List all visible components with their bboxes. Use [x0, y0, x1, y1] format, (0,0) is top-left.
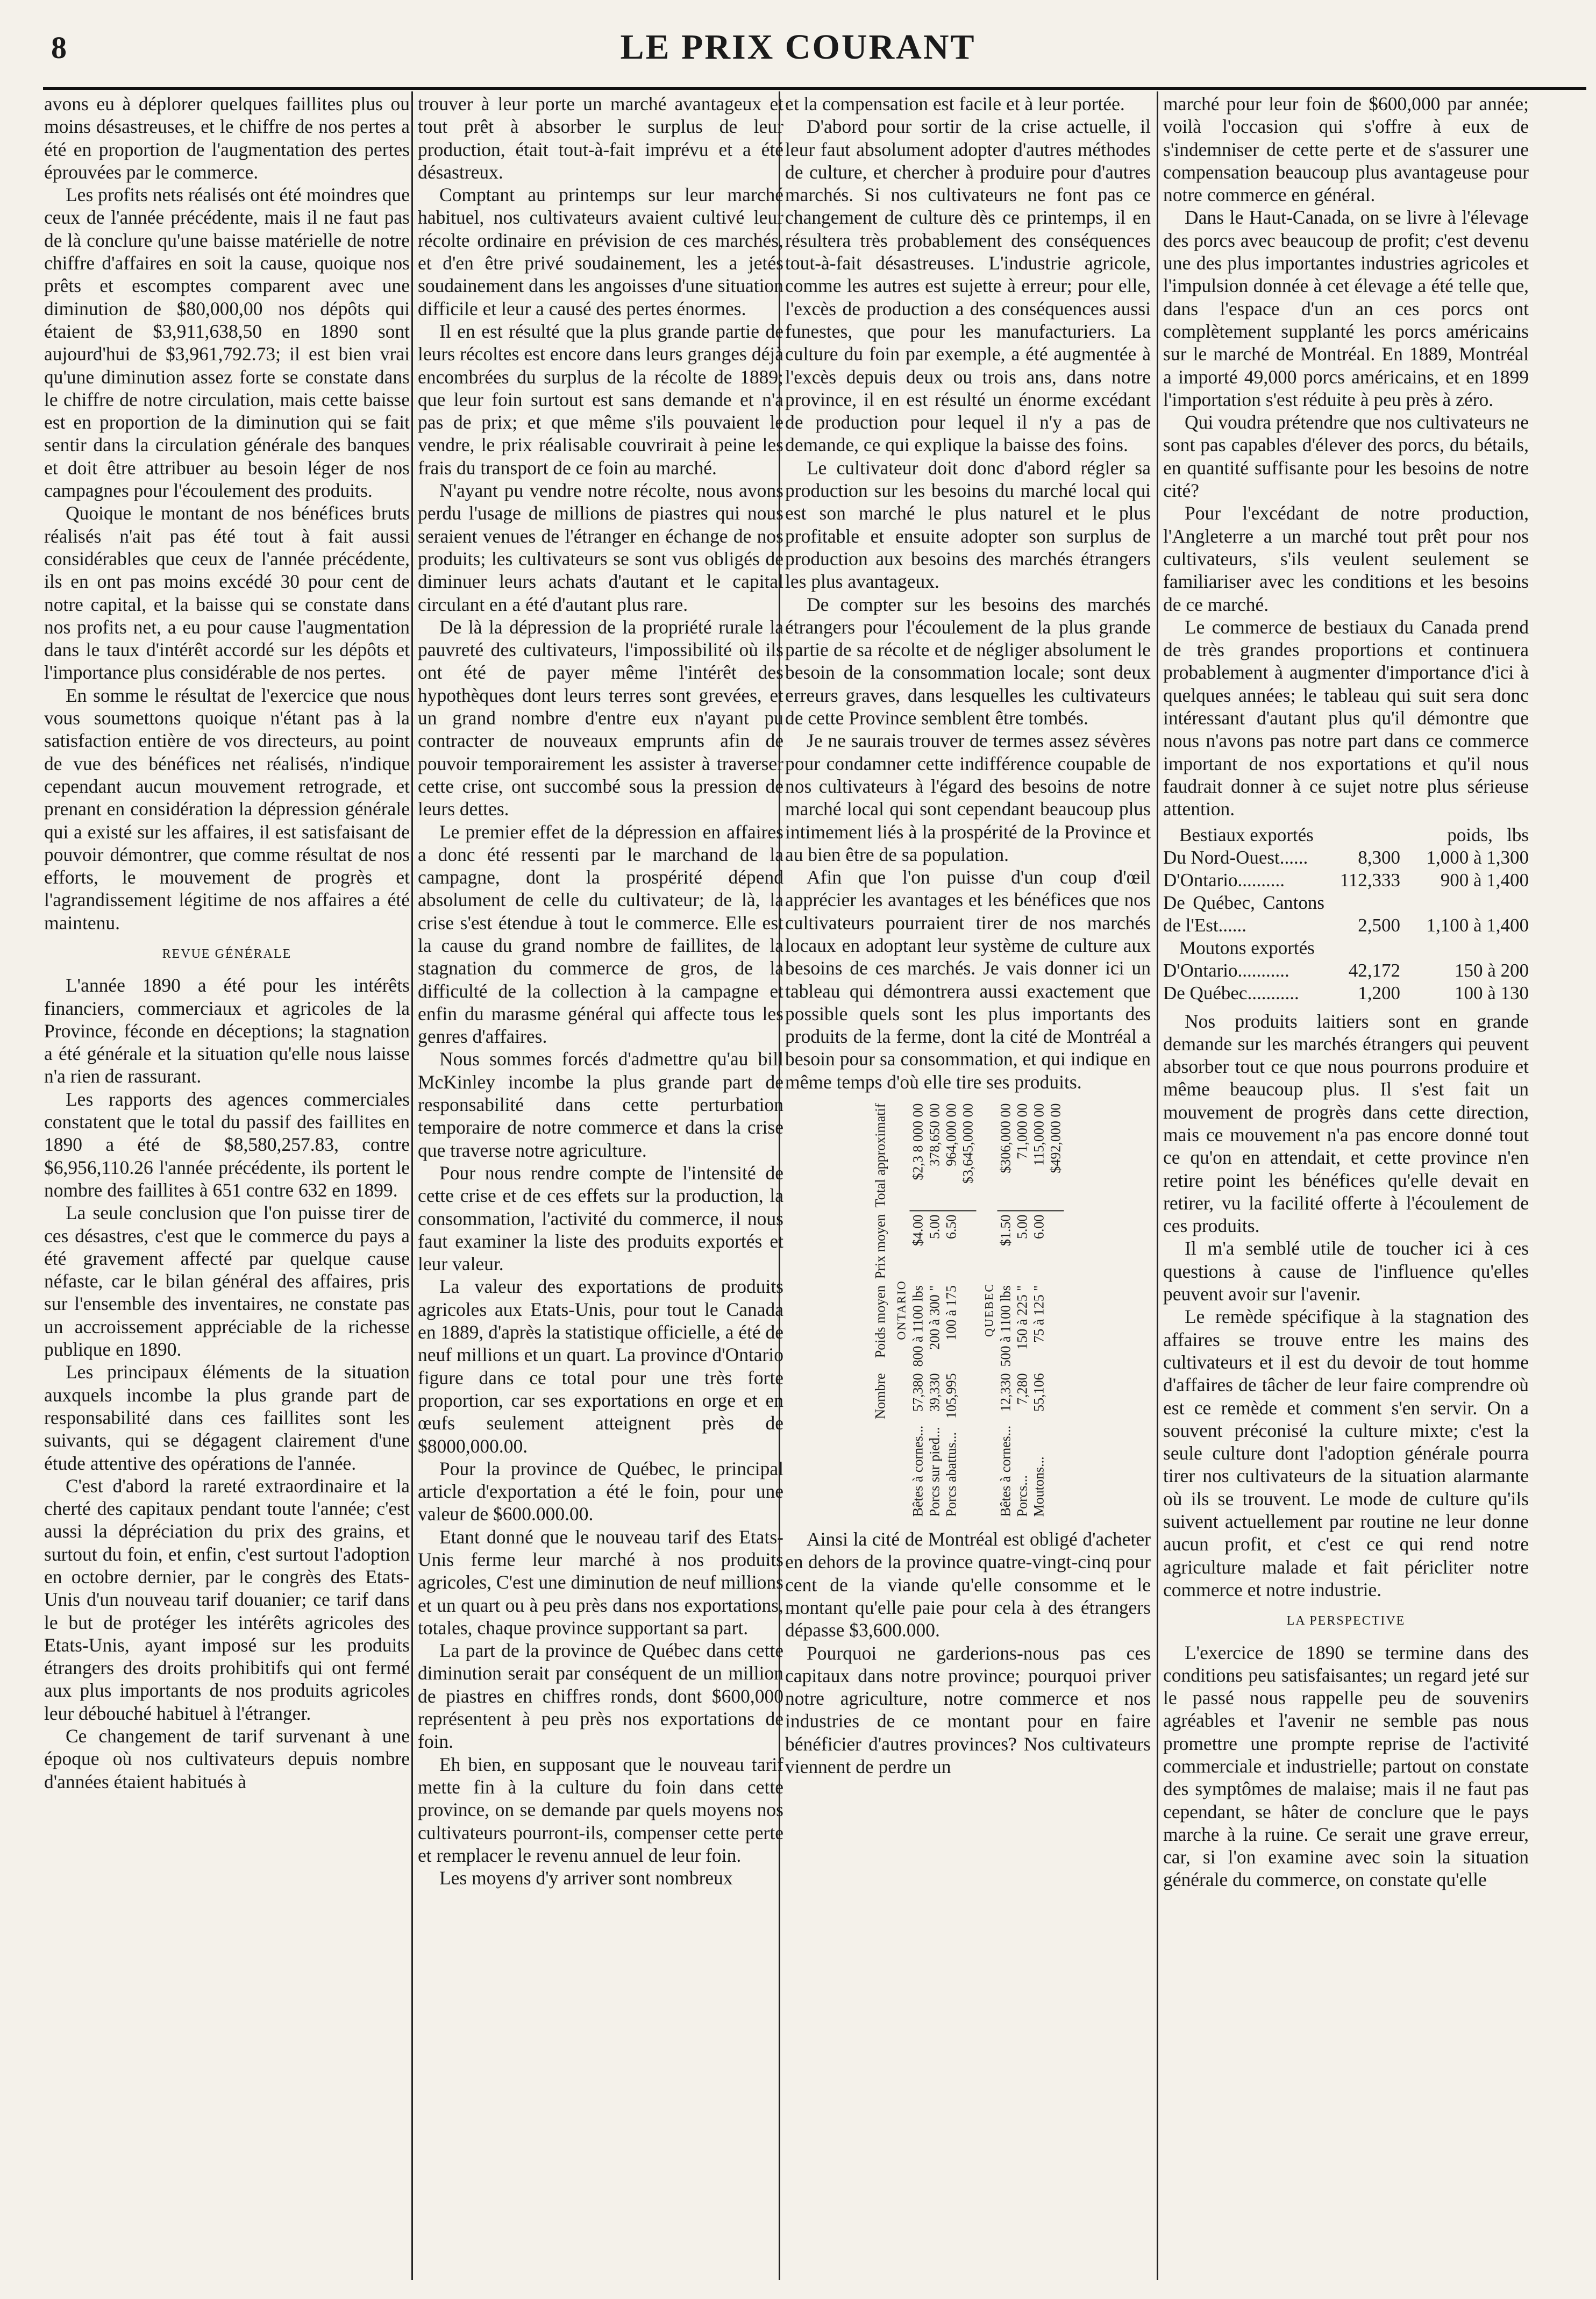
- cell-nombre: 39,330: [927, 1373, 943, 1412]
- article-column-1: [44, 92, 410, 2276]
- row-label: De Québec...........: [1163, 982, 1299, 1003]
- section-heading-revue-generale: REVUE GÉNÉRALE: [162, 946, 292, 961]
- quebec-total: $492,000 00: [1048, 1100, 1064, 1211]
- table-row: [998, 1100, 1014, 1520]
- row-label: Porcs...: [1014, 1475, 1030, 1517]
- section-label-ontario: ONTARIO: [894, 1280, 908, 1340]
- section-heading-la-perspective: LA PERSPECTIVE: [1286, 1614, 1406, 1628]
- table-total-row: [960, 1100, 977, 1520]
- paragraph: Eh bien, en supposant que le nouveau tarif mette fin à la culture du foin dans cette province, on se demande par quels moyens nos cultivateurs pourront-ils, compenser cette perte et remplacer le revenu annuel de leur foin.: [418, 1753, 783, 1866]
- column-header: poids,: [1447, 824, 1493, 845]
- column-header: Total approximatif: [872, 1103, 888, 1208]
- table-row: [1031, 1100, 1048, 1520]
- paragraph: Afin que l'on puisse d'un coup d'œil apprécier les avantages et les bénéfices que nos cultivateurs pourraient tirer de nos marchés locaux en adoptant leur système de culture aux besoins de ces marchés. Je vais donner ici un tableau qui démontrera aussi exactement que possible quels sont les plus importants des produits de la ferme, dont la cité de Montréal a besoin pour sa consommation, et qui indique en même temps d'où elle tire ses produits.: [785, 866, 1151, 1093]
- row-label: Porcs sur pied...: [927, 1427, 943, 1517]
- paragraph: En somme le résultat de l'exercice que nous vous soumettons quoique n'étant pas à la satisfaction entière de vos directeurs, au point de vue des bénéfices net réalisés, n'indique cependant aucun mouvement retrograde, et prenant en considération la dépression générale qui a existé sur les affaires, il est satisfaisant de pouvoir démontrer, que comme résultat de nos efforts, le mouvement de progrès et l'agrandissement légitime de nos affaires a été maintenu.: [44, 684, 410, 934]
- paragraph: trouver à leur porte un marché avantageux et tout prêt à absorber le surplus de leur production, était tout-à-fait imprévu et a été désastreux.: [418, 93, 783, 183]
- paragraph: Pour l'excédant de notre production, l'Angleterre a un marché tout prêt pour nos cultivateurs, s'ils veulent seulement se familiariser avec les conditions et les besoins de ce marché.: [1163, 502, 1529, 615]
- livestock-exports-table: [1163, 824, 1529, 1005]
- column-header: Prix moyen: [872, 1214, 888, 1279]
- paragraph: De là la dépression de la propriété rurale la pauvreté des cultivateurs, l'impossibilité où ils ont été de payer même l'intérêt des hypothèques dont leurs terres sont grevées, et un grand nombre d'entre eux n'ayant pu contracter de nouveaux emprunts afin de pouvoir temporairement les assister à traverser cette crise, ont succombé sous la pression de leurs dettes.: [418, 616, 783, 820]
- paragraph: La valeur des exportations de produits agricoles aux Etats-Unis, pour tout le Canada en 1889, d'après la statistique officielle, a été de neuf millions et un quart. La province d'Ontario figure dans ce total pour une très forte proportion, car ses exportations en orge et en œufs seulement atteignent près de $8000,000.00.: [418, 1276, 783, 1457]
- table-row: [927, 1100, 943, 1520]
- paragraph: Dans le Haut-Canada, on se livre à l'élevage des porcs avec beaucoup de profit; c'est devenu une des plus importantes industries agricoles et l'impulsion donnée à cet élevage a été telle que, dans l'espace d'un an ces porcs ont complètement supplanté les porcs américains sur le marché de Montréal. En 1889, Montréal a importé 49,000 porcs américains, et en 1899 l'importation s'est réduite à peu près à zéro.: [1163, 207, 1529, 410]
- table-header-row: [872, 1100, 889, 1520]
- cell-weight: 150 à 200: [1454, 959, 1529, 981]
- table-row: [1163, 846, 1529, 869]
- cell-poids: 800 à 1100 lbs: [910, 1285, 926, 1367]
- cell-weight: 100 à 130: [1454, 982, 1529, 1003]
- table-title: Bestiaux exportés: [1179, 824, 1314, 845]
- cell-prix: 5.00: [927, 1214, 943, 1240]
- paragraph: Il m'a semblé utile de toucher ici à ces questions à cause de l'influence qu'elles peuvent avoir sur l'avenir.: [1163, 1237, 1529, 1305]
- row-label: Moutons...: [1031, 1456, 1047, 1517]
- table-row: [910, 1100, 927, 1520]
- cell-nombre: 57,380: [910, 1373, 926, 1412]
- row-label: Bêtes à cornes...: [998, 1425, 1014, 1517]
- article-column-3: [785, 92, 1151, 2276]
- paragraph: De compter sur les besoins des marchés étrangers pour l'écoulement de la plus grande partie de sa récolte et de négliger absolument le besoin de la consommation locale; sont deux erreurs graves, dans lesquelles les cultivateurs de cette Province semblent être tombés.: [785, 593, 1151, 729]
- cell-prix: 6.00: [1031, 1214, 1047, 1240]
- paragraph: C'est d'abord la rareté extraordinaire et la cherté des capitaux pendant toute l'année; c'est aussi la dépréciation du prix des grains, et surtout du foin, et enfin, c'est surtout l'adoption en octobre dernier, par le congrès des Etats-Unis d'un nouveau tarif douanier; ce tarif dans le but de protéger les intérêts agricoles des Etats-Unis, ayant imposé sur les produits étrangers des droits prohibitifs qui ont fermé aux plus importants de nos produits agricoles leur débouché habituel à l'étranger.: [44, 1475, 410, 1724]
- paragraph: L'exercice de 1890 se termine dans des conditions peu satisfaisantes; un regard jeté sur le passé nous rappelle peu de souvenirs agréables et l'avenir ne semble pas nous promettre une prompte reprise de l'activité commerciale et industrielle; partout on constate des symptômes de malaise; mais il ne faut pas cependant, se hâter de conclure que le pays marche à la ruine. Ce serait une grave erreur, car, si l'on examine avec soin la situation générale du commerce, on constate qu'elle: [1163, 1641, 1529, 1891]
- article-column-4: [1163, 92, 1529, 2276]
- cell-weight: 900 à 1,400: [1440, 869, 1529, 891]
- paragraph: Pourquoi ne garderions-nous pas ces capitaux dans notre province; pourquoi priver notre agriculture, notre commerce et nos industries de ce montant pour en faire bénéficier d'autres provinces? Nos cultivateurs viennent de perdre un: [785, 1642, 1151, 1778]
- paragraph: Nous sommes forcés d'admettre qu'au bill McKinley incombe la plus grande part de responsabilité dans cette perturbation temporaire de notre commerce et dans la crise que traverse notre agriculture.: [418, 1048, 783, 1161]
- paragraph: Pour la province de Québec, le principal article d'exportation a été le foin, pour une valeur de $600.000.00.: [418, 1457, 783, 1525]
- cell-count: 1,200: [1358, 982, 1401, 1003]
- paragraph: Les principaux éléments de la situation auxquels incombe la plus grande part de responsabilité dans ces faillites sont les suivants, qui se dégagent clairement d'une étude attentive des opérations de l'année.: [44, 1361, 410, 1474]
- paragraph: Le premier effet de la dépression en affaires a donc été ressenti par le marchand de la campagne, dont la prospérité dépend absolument de celle du cultivateur; de là, la crise s'est étendue à tout le commerce. Elle est la cause du grand nombre de faillites, de la stagnation du commerce de gros, de la difficulté de la collection à la campagne et enfin du marasme général qui affecte tous les genres d'affaires.: [418, 821, 783, 1048]
- table-row: [1163, 982, 1529, 1005]
- table-subheader-row: [1163, 937, 1529, 959]
- row-label: D'Ontario..........: [1163, 869, 1285, 891]
- paragraph: Il en est résulté que la plus grande partie de leurs récoltes est encore dans leurs granges déjà encombrées du surplus de la récolte de 1889; que leur foin surtout est sans demande et n'a pas de prix; et que même s'ils pouvaient le vendre, le prix réalisable couvrirait à peine les frais du transport de ce foin au marché.: [418, 320, 783, 479]
- table-section-row: [977, 1100, 998, 1520]
- paragraph: Les profits nets réalisés ont été moindres que ceux de l'année précédente, mais il ne faut pas de là conclure qu'une baisse matérielle de notre chiffre d'affaires en soit la cause, quoique nos prêts et escomptes comparent avec une diminution de $80,000,00 nos dépôts qui étaient de $3,911,638,50 en 1890 sont aujourd'hui de $3,961,792.73; il est bien vrai qu'une diminution assez forte se constate dans le chiffre de notre circulation, mais cette baisse est en proportion de la diminution qui se fait sentir dans la circulation générale des banques et doit être attribuer au besoin léger de nos campagnes pour l'écoulement des produits.: [44, 184, 410, 502]
- row-label: De Québec, Cantons de l'Est......: [1163, 892, 1324, 936]
- paragraph: Comptant au printemps sur leur marché habituel, nos cultivateurs avaient cultivé leur récolte ordinaire en prévision de ces marchés, et d'en être privé soudainement, les a jetés soudainement dans les angoisses d'une situation difficile et leur a causé des pertes énormes.: [418, 184, 783, 319]
- cell-nombre: 105,995: [943, 1373, 959, 1419]
- paragraph: Le cultivateur doit donc d'abord régler sa production sur les besoins du marché local qui est son marché le plus naturel et le plus profitable et ensuite adopter son surplus de production aux besoins des marchés étrangers les plus avantageux.: [785, 457, 1151, 593]
- paragraph: D'abord pour sortir de la crise actuelle, il leur faut absolument adopter d'autres méthodes de culture, et chercher à produire pour d'autres marchés. Si nos cultivateurs ne font pas ce changement de culture dès ce printemps, il en résultera très probablement des conséquences tout-à-fait désastreuses. L'industrie agricole, comme les autres est sujette à erreur; pour elle, l'excès de production a des conséquences aussi funestes, que pour les manufacturiers. La culture du foin par exemple, a été augmentée à l'excès depuis deux ou trois ans, dans notre province, il en est résulté un énorme excédant de production pour lequel il n'y a pas de demande, ce qui explique la baisse des foins.: [785, 116, 1151, 456]
- paragraph: Ainsi la cité de Montréal est obligé d'acheter en dehors de la province quatre-vingt-cinq pour cent de la viande qu'elle consomme et le montant qu'elle paie pour cela à des étrangers dépasse $3,600.000.: [785, 1528, 1151, 1641]
- paragraph: Qui voudra prétendre que nos cultivateurs ne sont pas capables d'élever des porcs, du bétails, en quantité suffisante pour les besoins de notre cité?: [1163, 411, 1529, 502]
- page-number: 8: [51, 30, 67, 65]
- cell-total: 964,000 00: [943, 1100, 960, 1211]
- table-row: [1163, 869, 1529, 892]
- cell-weight: 1,100 à 1,400: [1426, 914, 1529, 936]
- row-label: Bêtes à cornes...: [910, 1425, 926, 1517]
- paragraph: marché pour leur foin de $600,000 par année; voilà l'occasion qui s'offre à eux de s'indemniser de cette perte et de s'assurer une compensation beaucoup plus avantageuse pour notre commerce en général.: [1163, 93, 1529, 206]
- paragraph: Ce changement de tarif survenant à une époque où nos cultivateurs depuis nombre d'années étaient habitués à: [44, 1725, 410, 1792]
- table-row: [1014, 1100, 1031, 1520]
- paragraph: Je ne saurais trouver de termes assez sévères pour condamner cette indifférence coupable de nos cultivateurs à l'égard des besoins de notre marché local qui sont cependant beaucoup plus intimement liés à la prospérité de la Province et au bien être de sa population.: [785, 730, 1151, 865]
- header-rule: [43, 87, 1586, 90]
- table-row: [1163, 892, 1529, 937]
- montreal-supply-table: [872, 1100, 1064, 1520]
- paragraph: Le remède spécifique à la stagnation des affaires se trouve entre les mains des cultivateurs et il est du devoir de tout homme d'affaires de tâcher de leur faire comprendre où est ce remède et comment s'en servir. On a souvent préconisé la culture mixte; c'est la seule culture dont l'adoption générale pourra tirer nos cultivateurs de la situation alarmante où ils se trouvent. Le mode de culture qu'ils suivent actuellement par routine ne leur donne aucun profit, et c'est ce qui rend notre agriculture malade et fait péricliter notre commerce et notre industrie.: [1163, 1306, 1529, 1600]
- cell-nombre: 7,280: [1014, 1373, 1030, 1405]
- paragraph: avons eu à déplorer quelques faillites plus ou moins désastreuses, et le chiffre de nos pertes a été en proportion de l'augmentation des pertes éprouvées par le commerce.: [44, 93, 410, 183]
- cell-prix: $4.00: [910, 1214, 926, 1247]
- masthead-title: LE PRIX COURANT: [620, 27, 976, 67]
- cell-total: 115,000 00: [1031, 1100, 1048, 1211]
- cell-nombre: 12,330: [998, 1373, 1014, 1412]
- paragraph: Pour nous rendre compte de l'intensité de cette crise et de ces effets sur la production, la consommation, l'activité du commerce, il nous faut examiner la liste des produits exportés et leur valeur.: [418, 1162, 783, 1275]
- paragraph: Les rapports des agences commerciales constatent que le total du passif des faillites en 1890 a été de $8,580,257.83, contre $6,956,110.26 l'année précédente, ils portent le nombre des faillites à 651 contre 632 en 1899.: [44, 1088, 410, 1201]
- cell-count: 42,172: [1348, 959, 1401, 981]
- paragraph: Quoique le montant de nos bénéfices bruts réalisés n'ait pas été tout à fait aussi considérables que ceux de l'année précédente, ils en ont pas moins excédé 30 pour cent de notre capital, et la baisse qui se constate dans nos profits net, a eu pour cause l'augmentation dans le taux d'intérêt accordé sur les dépôts et l'importance plus considérable de nos pertes.: [44, 502, 410, 684]
- table-total-row: [1048, 1100, 1064, 1520]
- section-label-quebec: QUEBEC: [982, 1283, 996, 1337]
- table-section-row: [889, 1100, 910, 1520]
- cell-prix: $1.50: [998, 1214, 1014, 1247]
- cell-count: 2,500: [1358, 914, 1401, 936]
- ontario-total: $3,645,000 00: [960, 1100, 977, 1211]
- cell-total: $306,000 00: [998, 1100, 1014, 1211]
- cell-poids: 150 à 225 ": [1014, 1285, 1030, 1350]
- row-label: D'Ontario...........: [1163, 959, 1289, 981]
- column-header: Nombre: [872, 1373, 888, 1419]
- cell-count: 112,333: [1340, 869, 1401, 891]
- cell-poids: 500 à 1100 lbs: [998, 1285, 1014, 1367]
- row-label: Du Nord-Ouest......: [1163, 846, 1308, 868]
- column-divider: [411, 91, 413, 2280]
- cell-total: 378,650 00: [927, 1100, 943, 1211]
- article-column-2: [418, 92, 783, 2276]
- table-subtitle: Moutons exportés: [1179, 937, 1315, 958]
- column-header: Poids moyen: [872, 1285, 888, 1358]
- table-row: [1163, 959, 1529, 982]
- cell-prix: 5.00: [1014, 1214, 1030, 1240]
- paragraph: N'ayant pu vendre notre récolte, nous avons perdu l'usage de millions de piastres qui nous seraient venues de l'étranger en échange de nos produits; les cultivateurs se sont vus obligés de diminuer leurs achats d'autant et le capital circulant en a été d'autant plus rare.: [418, 480, 783, 615]
- cell-poids: 75 à 125 ": [1031, 1285, 1047, 1343]
- cell-poids: 200 à 300 ": [927, 1285, 943, 1350]
- page-header: [0, 0, 1596, 81]
- cell-nombre: 55,106: [1031, 1373, 1047, 1412]
- table-row: [943, 1100, 960, 1520]
- cell-poids: 100 à 175: [943, 1285, 959, 1341]
- montreal-supply-table-wrapper: [785, 1098, 1151, 1522]
- paragraph: L'année 1890 a été pour les intérêts financiers, commerciaux et agricoles de la Province, féconde en déceptions; la stagnation a été générale et la situation qu'elle nous laisse n'a rien de rassurant.: [44, 974, 410, 1087]
- cell-count: 8,300: [1358, 846, 1401, 868]
- paragraph: Nos produits laitiers sont en grande demande sur les marchés étrangers qui peuvent absorber tout ce que nous pourrons produire et même beaucoup plus. Il s'est fait un mouvement de progrès dans cette direction, mais ce mouvement n'a pas encore donné tout ce qu'on en attendait, et cette province n'en retire point les bénéfices qu'elle devait en retirer, vu la facilité offerte à l'écoulement de ces produits.: [1163, 1010, 1529, 1237]
- paragraph: La seule conclusion que l'on puisse tirer de ces désastres, c'est que le commerce du pays a été gravement affecté par quelque cause néfaste, car le bilan général des affaires, pris sur l'ensemble des inventaires, ne constate pas un accroissement appréciable de la richesse publique en 1890.: [44, 1202, 410, 1361]
- paragraph: Les moyens d'y arriver sont nombreux: [439, 1867, 733, 1889]
- cell-total: $2,3 8 000 00: [910, 1100, 927, 1211]
- paragraph: Etant donné que le nouveau tarif des Etats-Unis ferme leur marché à nos produits agricoles, C'est une diminution de neuf millions et un quart ou à peu près dans nos exportations, totales, chaque province supportant sa part.: [418, 1526, 783, 1639]
- paragraph: et la compensation est facile et à leur portée.: [785, 93, 1125, 115]
- cell-weight: 1,000 à 1,300: [1426, 846, 1529, 868]
- paragraph: Le commerce de bestiaux du Canada prend de très grandes proportions et continuera probablement à augmenter d'importance d'ici à quelques années; le tableau qui suit sera donc intéressant d'autant plus qu'il démontre que nous n'avons pas notre part dans ce commerce important de nos exportations et qu'il nous faudrait donner à ce sujet notre plus sérieuse attention.: [1163, 616, 1529, 820]
- paragraph: La part de la province de Québec dans cette diminution serait par conséquent de un million de piastres en chiffres ronds, dont $600,000 représentent à peu près nos exportations de foin.: [418, 1640, 783, 1753]
- cell-total: 71,000 00: [1014, 1100, 1031, 1211]
- cell-prix: 6.50: [943, 1214, 959, 1240]
- row-label: Porcs abattus...: [943, 1432, 959, 1517]
- table-header-row: [1163, 824, 1529, 846]
- column-header: lbs: [1507, 824, 1529, 845]
- column-divider: [1157, 91, 1158, 2280]
